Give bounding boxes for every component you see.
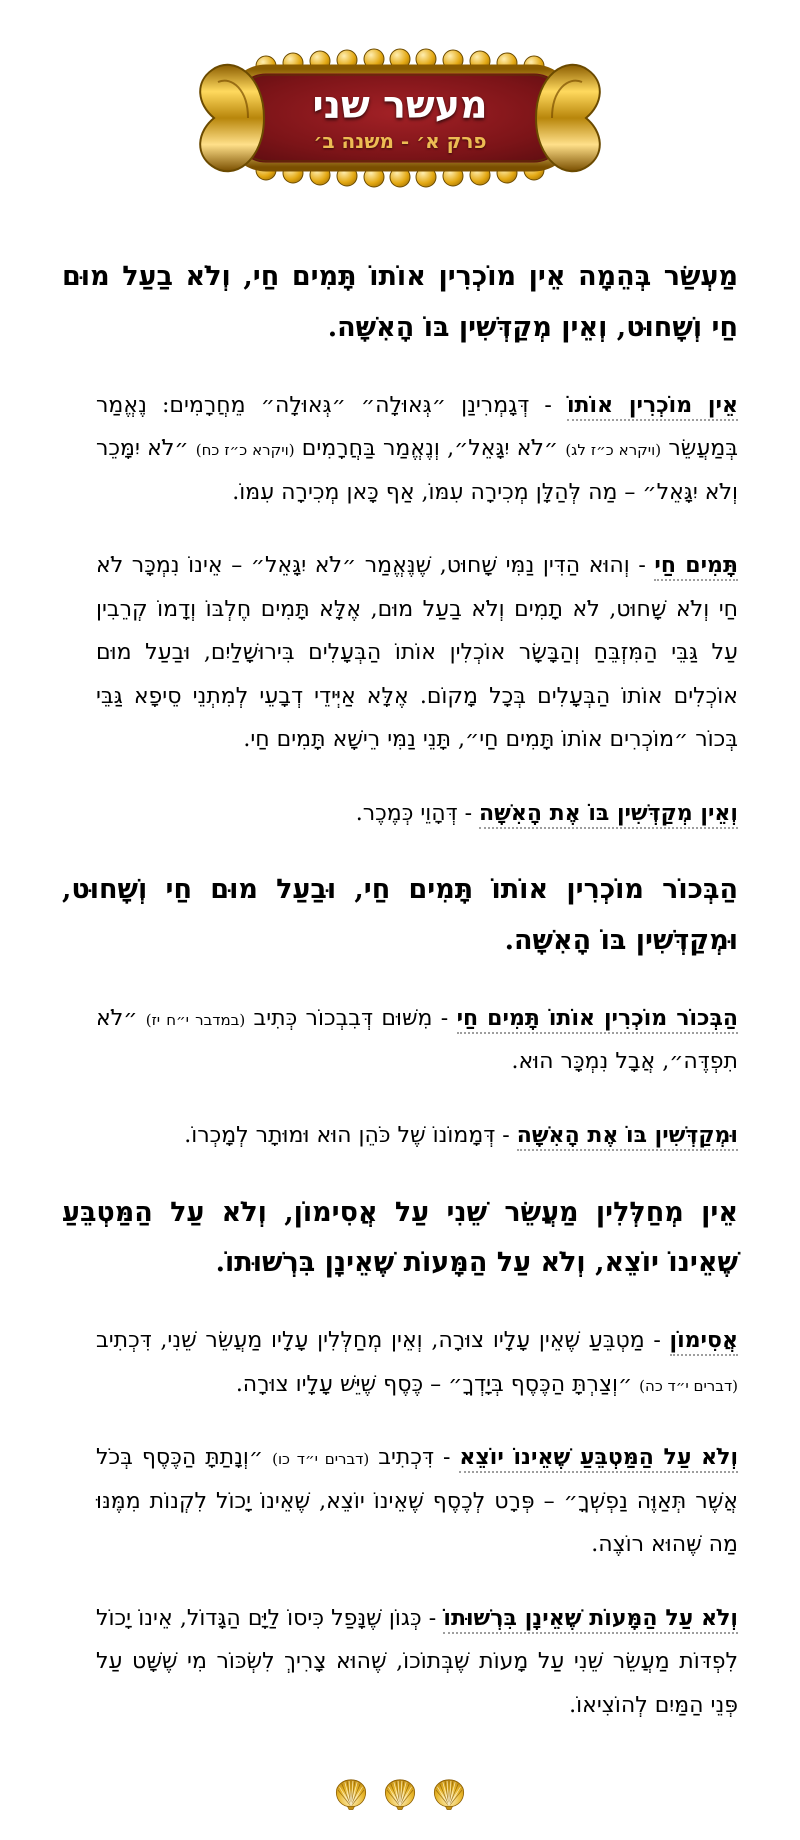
- commentary-paragraph: [96, 997, 738, 1084]
- commentary-text: ״וְצַרְתָּ הַכֶּסֶף בְּיָדְךָ״ – כֶּסֶף שֶׁיֵּשׁ עָלָיו צוּרָה.: [235, 1371, 640, 1397]
- commentary-paragraph: [96, 792, 738, 836]
- commentary-text: ״לֹא תִפְדֶּה״, אֲבָל נִמְכָּר הוּא.: [96, 1005, 738, 1075]
- source-reference: (דברים י״ד כה): [639, 1376, 738, 1395]
- commentary-text: - כְּגוֹן שֶׁנָּפַל כִּיסוֹ לַיָּם הַגָּדוֹל, אֵינוֹ יָכוֹל לִפְדּוֹת מַעֲשֵׂר שֵׁנִי עַל מָעוֹת שֶׁבְּתוֹכוֹ, שֶׁהוּא צָרִיךְ לִשְׂכּוֹר מִי שֶׁשָּׁט עַל פְּנֵי הַמַּיִם לְהוֹצִיאוֹ.: [96, 1605, 738, 1718]
- commentary-lead: וְלֹא עַל הַמַּטְבֵּעַ שֶׁאֵינוֹ יוֹצֵא: [459, 1444, 738, 1473]
- banner-text: [188, 42, 612, 194]
- commentary-lead: תָּמִים חַי: [654, 552, 738, 581]
- commentary-paragraph: [96, 544, 738, 762]
- page-subtitle: פרק א׳ - משנה ב׳: [313, 128, 487, 153]
- shell-icon: [432, 1779, 466, 1810]
- commentary-paragraph: [96, 384, 738, 515]
- source-reference: (ויקרא כ״ז כח): [195, 441, 295, 460]
- mishnah-paragraph: הַבְּכוֹר מוֹכְרִין אוֹתוֹ תָּמִים חַי, וּבַעַל מוּם חַי וְשָׁחוּט, וּמְקַדְּשִׁין בּוֹ הָאִשָּׁה.: [62, 874, 738, 957]
- source-reference: (במדבר י״ח יז): [145, 1010, 246, 1029]
- page-title: מעשר שני: [312, 81, 488, 127]
- commentary-text: - מִשּׁוּם דְּבִבְכוֹר כְּתִיב: [245, 1005, 457, 1031]
- commentary-text: ״וְנָתַתָּ הַכֶּסֶף בְּכֹל אֲשֶׁר תְּאַוֶּה נַפְשְׁךָ״ – פְּרָט לְכֶסֶף שֶׁאֵינוֹ יוֹצֵא, שֶׁאֵינוֹ יָכוֹל לִקְנוֹת מִמֶּנּוּ מַה שֶּׁהוּא רוֹצֶה.: [96, 1445, 738, 1558]
- commentary-paragraph: [96, 1114, 738, 1158]
- source-reference: (דברים י״ד כו): [272, 1450, 370, 1469]
- commentary-lead: וּמְקַדְּשִׁין בּוֹ אֶת הָאִשָּׁה: [517, 1122, 738, 1151]
- commentary-text: ״לֹא יִמָּכֵר וְלֹא יִגָּאֵל״ – מַה לְּהַלָּן מְכִירָה עִמּוֹ, אַף כָּאן מְכִירָה עִמּוֹ.: [96, 436, 738, 505]
- commentary-text: - מַטְבֵּעַ שֶׁאֵין עָלָיו צוּרָה, וְאֵין מְחַלְּלִין עָלָיו מַעֲשֵׂר שֵׁנִי, דִּכְתִיב: [96, 1328, 670, 1354]
- text-sections: [0, 194, 800, 1757]
- commentary-text: - דְּגָמְרִינַן ״גְּאוּלָה״ ״גְּאוּלָה״ מֵחֲרָמִים: נֶאֱמַר בְּמַעֲשֵׂר: [96, 392, 738, 462]
- commentary-text: - וְהוּא הַדִּין נַמִּי שָׁחוּט, שֶׁנֶּאֱמַר ״לֹא יִגָּאֵל״ – אֵינוֹ נִמְכָּר לֹא חַי וְלֹא שָׁחוּט, לֹא תָמִים וְלֹא בַעַל מוּם, אֶלָּא תָּמִים חֶלְבּוֹ וְדָמוֹ קְרֵבִין עַל גַּבֵּי הַמִּזְבֵּחַ וְהַבָּשָׂר אוֹכְלִין אוֹתוֹ הַבְּעָלִים בִּירוּשָׁלַיִם, וּבַעַל מוּם אוֹכְלִים אוֹתוֹ הַבְּעָלִים בְּכָל מָקוֹם. אֶלָּא אַיְּידֵי דְבָעֵי לְמִתְנֵי סֵיפָא גַּבֵּי בְּכוֹר ״מוֹכְרִים אוֹתוֹ תָּמִים חַי״, תָּנֵי נַמִּי רֵישָׁא תָּמִים חַי.: [96, 553, 738, 753]
- title-banner: [188, 42, 612, 194]
- commentary-text: ״לֹא יִגָּאֵל״, וְנֶאֱמַר בַּחֲרָמִים: [294, 436, 566, 462]
- commentary-text: - דִּכְתִיב: [369, 1445, 460, 1471]
- commentary-paragraph: [96, 1436, 738, 1567]
- commentary-text: - דְּמָמוֹנוֹ שֶׁל כֹּהֵן הוּא וּמוּתָר לְמָכְרוֹ.: [184, 1123, 517, 1149]
- source-reference: (ויקרא כ״ז לג): [565, 441, 662, 460]
- shell-icon: [334, 1779, 368, 1810]
- banner-wrap: [0, 42, 800, 194]
- mishnah-paragraph: אֵין מְחַלְּלִין מַעֲשֵׂר שֵׁנִי עַל אֲסִימוֹן, וְלֹא עַל הַמַּטְבֵּעַ שֶׁאֵינוֹ יוֹצֵא, וְלֹא עַל הַמָּעוֹת שֶׁאֵינָן בִּרְשׁוּתוֹ.: [62, 1196, 738, 1279]
- commentary-lead: וְאֵין מְקַדְּשִׁין בּוֹ אֶת הָאִשָּׁה: [479, 800, 738, 829]
- commentary-paragraph: [96, 1597, 738, 1728]
- commentary-lead: אֲסִימוֹן: [670, 1327, 738, 1356]
- mishnah-paragraph: מַעְשַׂר בְּהֵמָה אֵין מוֹכְרִין אוֹתוֹ תָּמִים חַי, וְלֹא בַעַל מוּם חַי וְשָׁחוּט, וְאֵין מְקַדְּשִׁין בּוֹ הָאִשָּׁה.: [62, 261, 738, 343]
- shell-icon: [383, 1779, 417, 1810]
- commentary-lead: אֵין מוֹכְרִין אוֹתוֹ: [567, 392, 738, 421]
- commentary-paragraph: [96, 1319, 738, 1406]
- commentary-lead: הַבְּכוֹר מוֹכְרִין אוֹתוֹ תָּמִים חַי: [457, 1005, 738, 1034]
- commentary-lead: וְלֹא עַל הַמָּעוֹת שֶׁאֵינָן בִּרְשׁוּתוֹ: [443, 1605, 738, 1634]
- footer-ornaments: [0, 1757, 800, 1840]
- commentary-text: - דְּהָוֵי כְּמֶכֶר.: [355, 800, 480, 826]
